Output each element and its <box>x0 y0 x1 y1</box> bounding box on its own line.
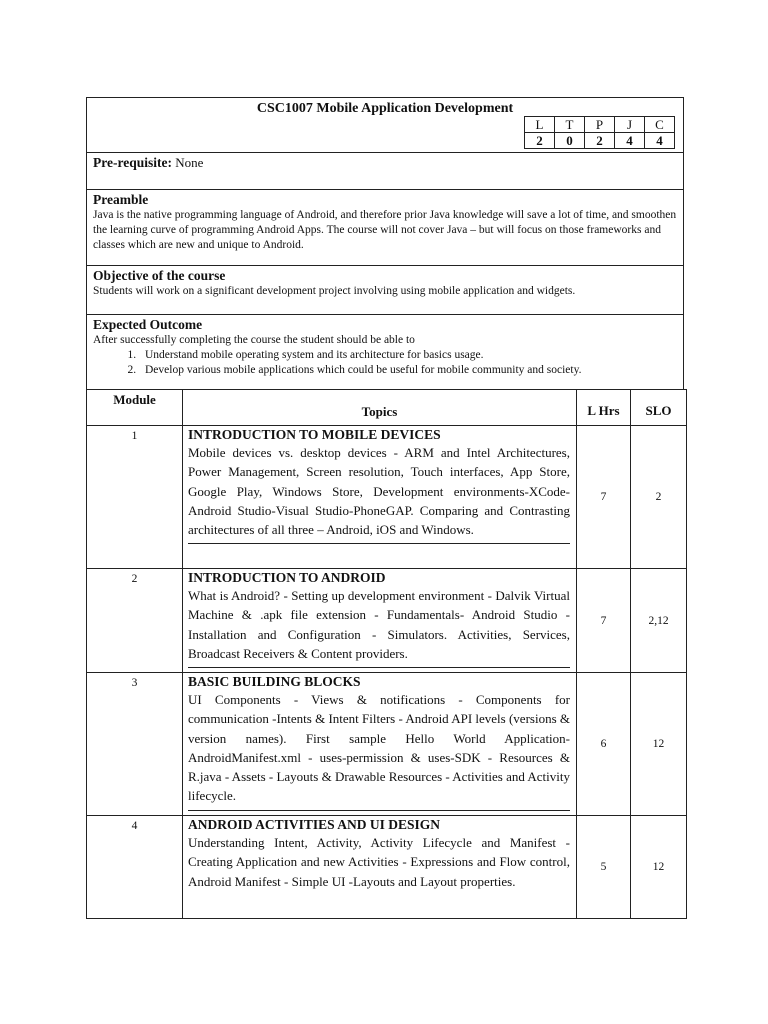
prerequisite-label: Pre-requisite: <box>93 155 172 170</box>
ltpjc-header-t: T <box>555 117 585 133</box>
slo-value: 2 <box>631 426 687 569</box>
ltpjc-header-l: L <box>525 117 555 133</box>
outcome-section <box>86 314 684 389</box>
course-title: CSC1007 Mobile Application Development <box>256 101 514 116</box>
course-header <box>86 97 684 152</box>
header-topics: Topics <box>183 390 577 426</box>
syllabus-document <box>86 97 684 919</box>
topic-description: UI Components - Views & notifications - Components for communication -Intents & Intent Filters - Android API levels (versions & version names). First sample Hello World Application- AndroidManifest.xml - uses-permission & uses-SDK - Resources & R.java - Assets - Layouts & Drawable Resources - Activities and Activity lifecycle. <box>188 692 571 804</box>
ltpjc-value-l: 2 <box>525 133 555 149</box>
objective-heading: Objective of the course <box>93 268 226 283</box>
ltpjc-value-j: 4 <box>615 133 645 149</box>
ltpjc-table <box>524 116 675 149</box>
ltpjc-header-p: P <box>585 117 615 133</box>
ltpjc-value-t: 0 <box>555 133 585 149</box>
slo-value: 12 <box>631 816 687 919</box>
table-row <box>87 426 687 569</box>
outcome-heading: Expected Outcome <box>93 317 203 332</box>
module-table-header <box>87 390 687 426</box>
header-slo: SLO <box>631 390 687 426</box>
topic-title: ANDROID ACTIVITIES AND UI DESIGN <box>188 817 441 832</box>
module-number: 2 <box>87 569 183 673</box>
module-number: 1 <box>87 426 183 569</box>
topic-cell <box>183 569 577 673</box>
prerequisite-value: None <box>175 155 204 170</box>
topic-title: BASIC BUILDING BLOCKS <box>188 674 361 689</box>
header-lecture-hours: L Hrs <box>577 390 631 426</box>
outcome-item: 2. Develop various mobile applications which could be useful for mobile community and society. <box>139 363 677 378</box>
module-number: 4 <box>87 816 183 919</box>
preamble-text: Java is the native programming language of Android, and therefore prior Java knowledge will save a lot of time, and smoothen the learning curve of programming Android Apps. The course will not cover Java – but will focus on those frameworks and classes which are new and unique to Android. <box>93 209 677 251</box>
objective-section <box>86 265 684 314</box>
topic-cell <box>183 673 577 816</box>
header-module: Module <box>87 390 183 426</box>
topic-description: What is Android? - Setting up development environment - Dalvik Virtual Machine & .apk file extension - Fundamentals- Android Studio - Installation and Configuration - Simulators. Activities, Services, Broadcast Receivers & Content providers. <box>188 588 570 661</box>
module-table <box>86 389 687 919</box>
ltpjc-value-c: 4 <box>645 133 675 149</box>
lecture-hours: 5 <box>577 816 631 919</box>
module-number: 3 <box>87 673 183 816</box>
topic-description: Understanding Intent, Activity, Activity Lifecycle and Manifest - Creating Application and new Activities - Expressions and Flow control, Android Manifest - Simple UI -Layouts and Layout properties. <box>188 835 570 889</box>
lecture-hours: 7 <box>577 426 631 569</box>
topic-title: INTRODUCTION TO ANDROID <box>188 570 386 585</box>
slo-value: 12 <box>631 673 687 816</box>
table-row <box>87 569 687 673</box>
preamble-heading: Preamble <box>93 192 149 207</box>
prerequisite-section <box>86 152 684 189</box>
table-row <box>87 816 687 919</box>
preamble-section <box>86 189 684 265</box>
topic-title: INTRODUCTION TO MOBILE DEVICES <box>188 427 441 442</box>
slo-value: 2,12 <box>631 569 687 673</box>
objective-text: Students will work on a significant development project involving using mobile application and widgets. <box>93 285 576 297</box>
topic-description: Mobile devices vs. desktop devices - ARM and Intel Architectures, Power Management, Screen resolution, Touch interfaces, App Store, Google Play, Windows Store, Development environments-XCode-Android Studio-Visual Studio-PhoneGAP. Comparing and Contrasting architectures of all three – Android, iOS and Windows. <box>188 445 570 538</box>
ltpjc-header-c: C <box>645 117 675 133</box>
lecture-hours: 7 <box>577 569 631 673</box>
table-row <box>87 673 687 816</box>
lecture-hours: 6 <box>577 673 631 816</box>
topic-cell <box>183 816 577 919</box>
outcome-intro: After successfully completing the course the student should be able to <box>93 334 415 346</box>
outcome-list <box>93 348 677 378</box>
ltpjc-header-j: J <box>615 117 645 133</box>
topic-cell <box>183 426 577 569</box>
outcome-item: 1. Understand mobile operating system and its architecture for basics usage. <box>139 348 677 363</box>
ltpjc-value-p: 2 <box>585 133 615 149</box>
